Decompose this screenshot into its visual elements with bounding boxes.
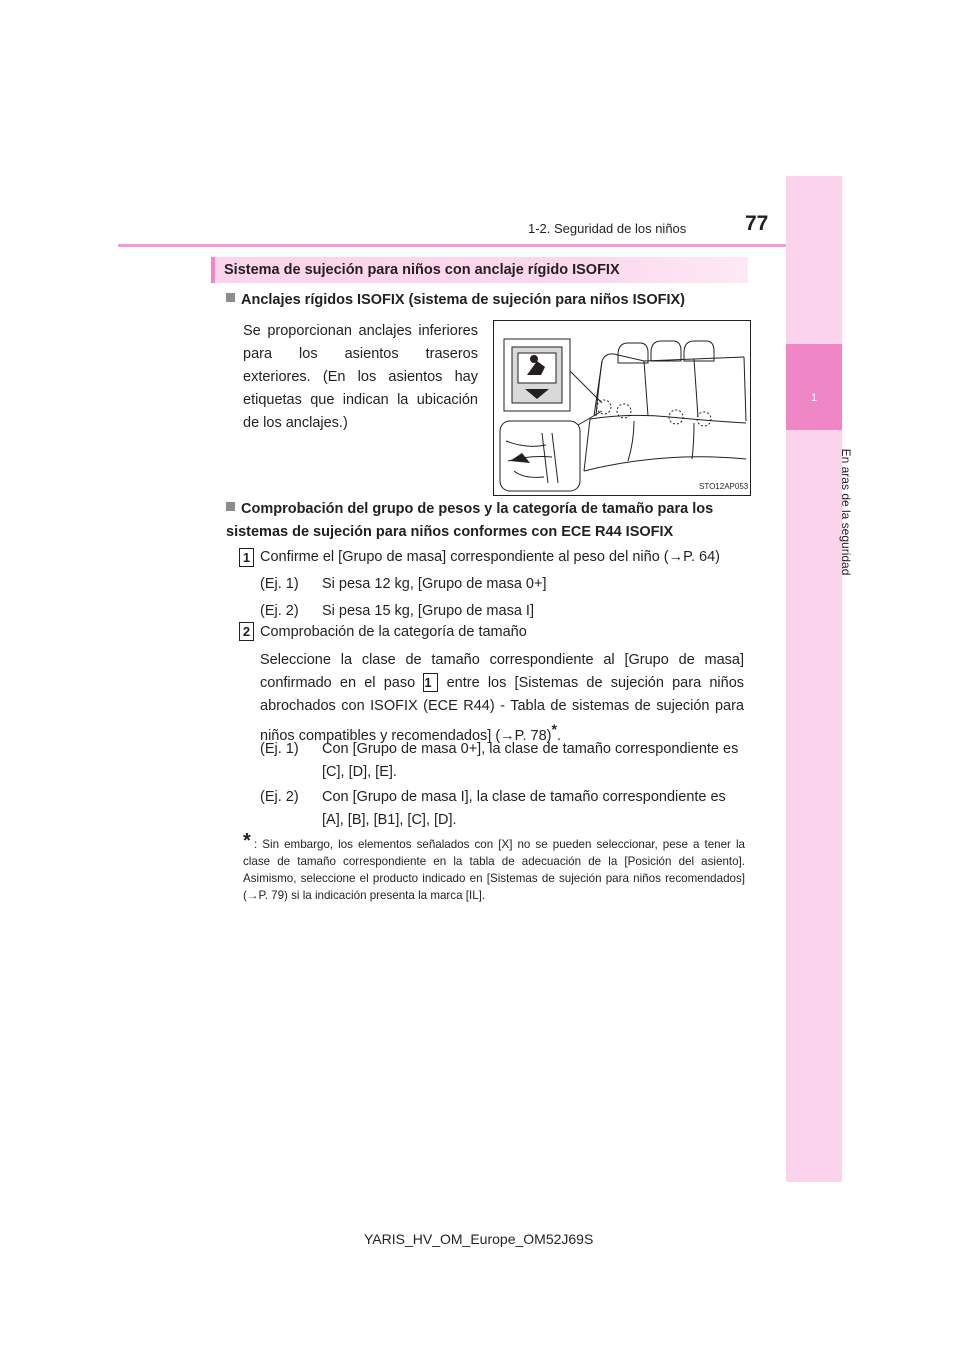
step-number-box: 1 [239,548,254,567]
step-2-paragraph-part-b: entre los [Sistemas de sujeción para niños abrochados con ISOFIX (ECE R44) - Tabla de sistemas de sujeción para niños compatibles y recomendados] (→P. 78) [260,675,745,744]
step-2-paragraph-part-a: Seleccione la clase de tamaño correspondiente al [Grupo de masa] confirmado en el paso [260,652,744,691]
footnote-marker: * [243,830,251,852]
step-1-example-2-text: Si pesa 15 kg, [Grupo de masa I] [322,603,534,619]
anchors-title-text: Anclajes rígidos ISOFIX (sistema de sujeción para niños ISOFIX) [241,292,685,308]
header-rule [118,244,786,247]
bullet-square-icon [226,502,235,511]
step-1-marker [239,548,254,567]
bullet-square-icon [226,293,235,302]
footnote-text: : Sin embargo, los elementos señalados con [X] no se pueden seleccionar, pese a tener la clase de tamaño correspondiente en la tabla de adecuación de la [Posición del asiento]. Asimismo, seleccione el producto indicado en [Sistemas de sujeción para niños recomendados] (→P. 79) si la indicación presenta la marca [IL]. [243,838,745,902]
document-id: YARIS_HV_OM_Europe_OM52J69S [364,1231,594,1247]
section-title: 1-2. Seguridad de los niños [528,221,687,236]
step-2-example-1-text: Con [Grupo de masa 0+], la clase de tamaño correspondiente es [C], [D], [E]. [322,741,739,780]
section-heading: Sistema de sujeción para niños con anclaje rígido ISOFIX [224,262,620,278]
step-2-example-2-text: Con [Grupo de masa I], la clase de tamaño correspondiente es [A], [B], [B1], [C], [D]. [322,789,726,828]
isofix-anchor-illustration [493,320,751,496]
chapter-tab [786,344,842,430]
step-reference-box: 1 [423,673,438,692]
figure-code: STO12AP053 [699,482,749,491]
anchors-description: Se proporcionan anclajes inferiores para los asientos traseros exteriores. (En los asientos hay etiquetas que indican la ubicación de los anclajes.) [243,323,478,431]
step-2-paragraph-end: . [556,727,561,744]
step-2-example-1-label: (Ej. 1) [260,741,299,757]
step-1-text: Confirme el [Grupo de masa] correspondiente al peso del niño (→P. 64) [260,549,720,565]
step-2-text: Comprobación de la categoría de tamaño [260,624,527,640]
step-1-example-1-text: Si pesa 12 kg, [Grupo de masa 0+] [322,576,547,592]
step-2-example-2-label: (Ej. 2) [260,789,299,805]
heading-bar-edge [211,257,215,283]
rear-seat-drawing [494,321,750,495]
check-bullet-title [226,498,748,544]
page-number: 77 [745,212,769,235]
anchors-bullet-title [226,289,746,312]
step-2-marker [239,622,254,641]
chapter-number: 1 [810,392,818,404]
side-band [786,176,842,1182]
footnote-reference: * [551,721,557,737]
step-1-example-1-label: (Ej. 1) [260,576,299,592]
step-1-example-2-label: (Ej. 2) [260,603,299,619]
check-title-text: Comprobación del grupo de pesos y la categoría de tamaño para los sistemas de sujeción para niños conformes con ECE R44 ISOFIX [226,501,714,540]
chapter-label: En aras de la seguridad [839,448,853,576]
step-number-box: 2 [239,622,254,641]
step-2-paragraph [260,649,744,748]
